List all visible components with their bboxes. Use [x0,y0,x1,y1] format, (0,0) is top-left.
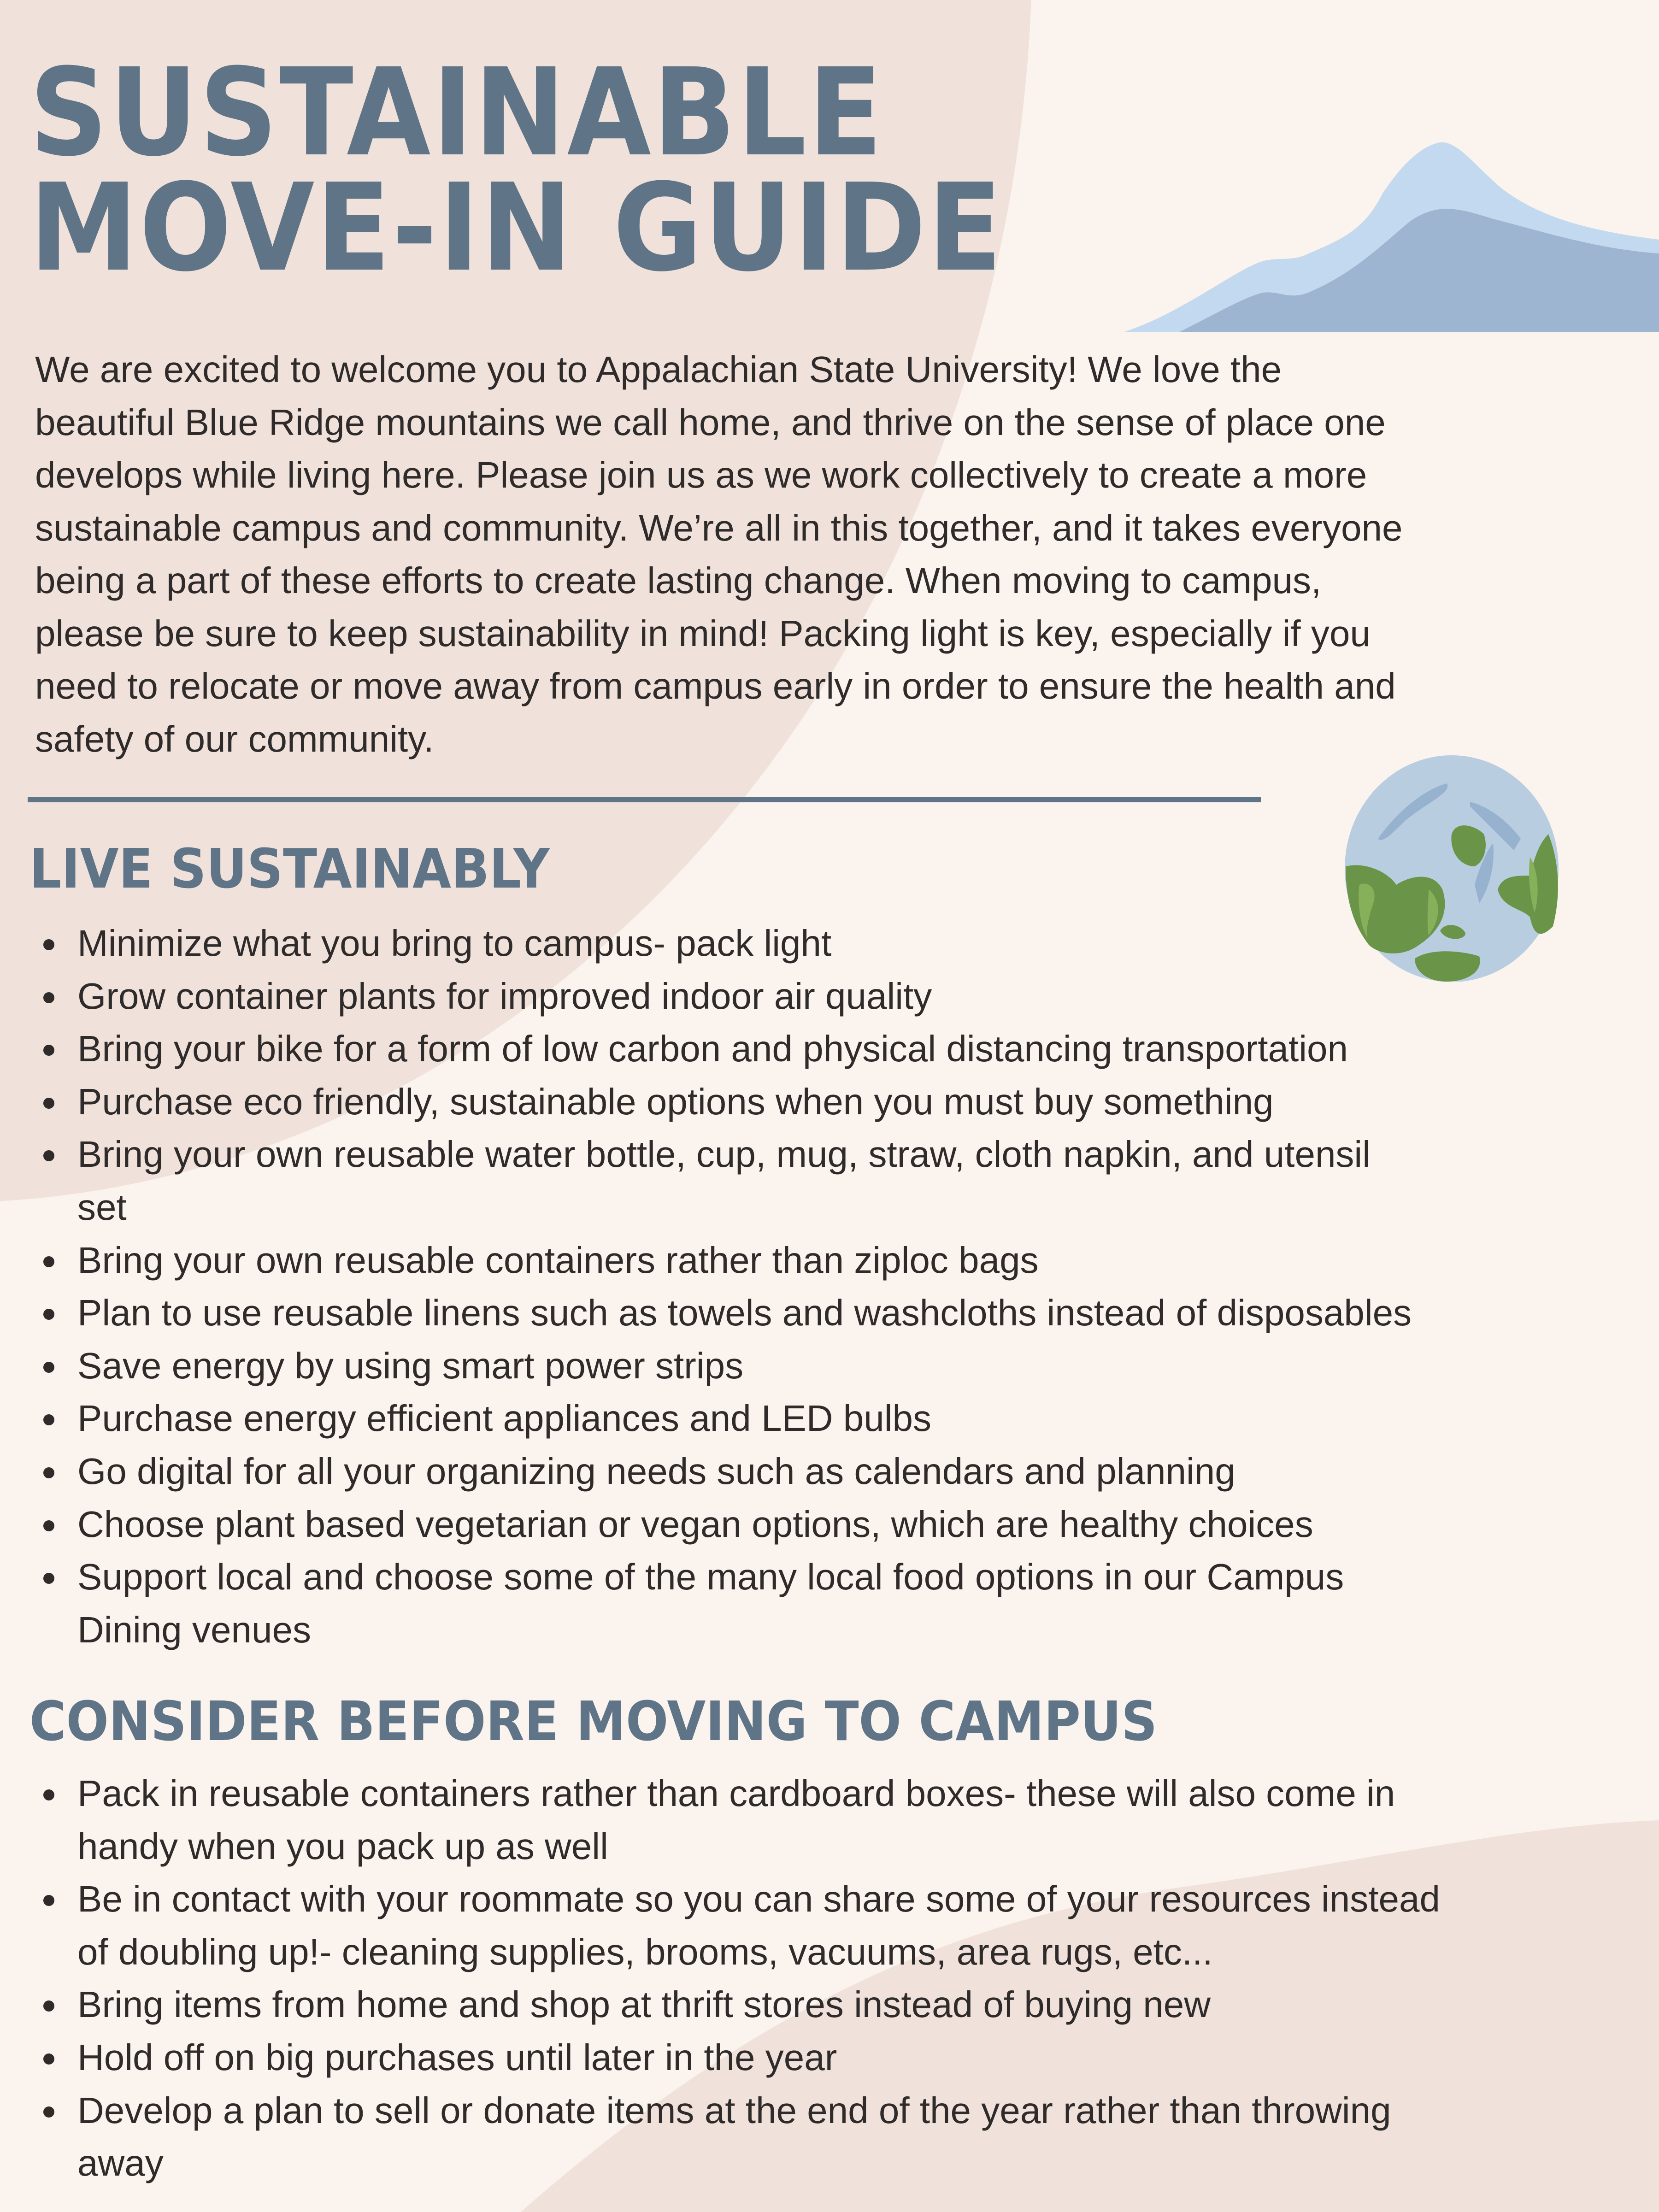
bullet-icon [43,1573,54,1584]
list-item [0,1023,1412,1076]
intro-line: beautiful Blue Ridge mountains we call home, and thrive on the sense of place one [35,401,1386,443]
section-divider [28,797,1261,802]
bullet-icon [43,1362,54,1373]
bullet-icon [43,992,54,1003]
bullet-icon [43,1256,54,1267]
list-item-text: Be in contact with your roommate so you can share some of your resources instead [77,1878,1440,1920]
bullet-icon [43,939,54,950]
list-item-text: Support local and choose some of the many local food options in our Campus [77,1556,1344,1598]
list-item [0,1445,1412,1498]
list-item [0,1767,1440,1873]
intro-line: We are excited to welcome you to Appalachian State University! We love the [35,349,1282,390]
list-item-text: handy when you pack up as well [77,1825,608,1867]
list-item [0,1234,1412,1287]
list-item-text: Develop a plan to sell or donate items at the end of the year rather than throwing [77,2089,1391,2131]
bullet-icon [43,1467,54,1478]
mountains-icon [1124,138,1659,336]
list-item-text: Bring your bike for a form of low carbon and physical distancing transportation [77,1028,1348,1070]
intro-line: develops while living here. Please join us as we work collectively to create a more [35,454,1367,495]
list-item-text: Purchase eco friendly, sustainable options when you must buy something [77,1081,1274,1122]
bullet-icon [43,2106,54,2118]
consider-heading: CONSIDER BEFORE MOVING TO CAMPUS [29,1689,1158,1753]
title-line-2: MOVE-IN GUIDE [29,158,1004,298]
list-item-text: Hold off on big purchases until later in the year [77,2036,837,2078]
list-item-text: of doubling up!- cleaning supplies, brooms, vacuums, area rugs, etc... [77,1931,1213,1972]
list-item-text: Bring your own reusable containers rather than ziploc bags [77,1239,1039,1281]
list-item-text: away [77,2142,164,2184]
bullet-icon [43,1150,54,1161]
bullet-icon [43,1309,54,1320]
list-item-text: Choose plant based vegetarian or vegan options, which are healthy choices [77,1503,1313,1545]
intro-line: please be sure to keep sustainability in mind! Packing light is key, especially if you [35,612,1371,654]
list-item-text: Bring items from home and shop at thrift stores instead of buying new [77,1984,1211,2025]
list-item [0,2031,1440,2084]
live-sustainably-list [0,917,1412,1656]
list-item-text: Plan to use reusable linens such as towels and washcloths instead of disposables [77,1292,1412,1334]
bullet-icon [43,1098,54,1109]
list-item-text: Dining venues [77,1609,311,1650]
bullet-icon [43,2000,54,2012]
list-item-text: Minimize what you bring to campus- pack light [77,923,832,964]
list-item [0,1551,1412,1656]
list-item [0,917,1412,970]
bullet-icon [43,2053,54,2065]
list-item-text: Bring your own reusable water bottle, cup, mug, straw, cloth napkin, and utensil [77,1134,1371,1175]
live-sustainably-heading: LIVE SUSTAINABLY [29,837,550,900]
list-item-text: Pack in reusable containers rather than cardboard boxes- these will also come in [77,1773,1395,1814]
bullet-icon [43,1414,54,1425]
list-item-text: Purchase energy efficient appliances and LED bulbs [77,1398,932,1439]
list-item-text: set [77,1186,127,1228]
list-item-text: Go digital for all your organizing needs such as calendars and planning [77,1450,1235,1492]
intro-line: being a part of these efforts to create lasting change. When moving to campus, [35,560,1322,601]
list-item [0,1076,1412,1129]
list-item [0,1873,1440,1978]
title-line-1: SUSTAINABLE [29,42,884,183]
intro-line: safety of our community. [35,718,434,759]
intro-paragraph [35,343,1403,765]
bullet-icon [43,1520,54,1531]
list-item-text: Save energy by using smart power strips [77,1345,744,1386]
page-title [29,42,1004,298]
bullet-icon [43,1789,54,1800]
list-item-text: Grow container plants for improved indoor air quality [77,975,932,1017]
list-item [0,1340,1412,1393]
intro-line: sustainable campus and community. We’re all in this together, and it takes everyone [35,507,1403,548]
list-item [0,2084,1440,2190]
bullet-icon [43,1895,54,1906]
list-item [0,1392,1412,1445]
list-item [0,970,1412,1023]
list-item [0,1498,1412,1551]
bullet-icon [43,1045,54,1056]
consider-list [0,1767,1440,2190]
list-item [0,1128,1412,1234]
list-item [0,1978,1440,2031]
list-item [0,1287,1412,1340]
intro-line: need to relocate or move away from campus early in order to ensure the health and [35,665,1396,706]
